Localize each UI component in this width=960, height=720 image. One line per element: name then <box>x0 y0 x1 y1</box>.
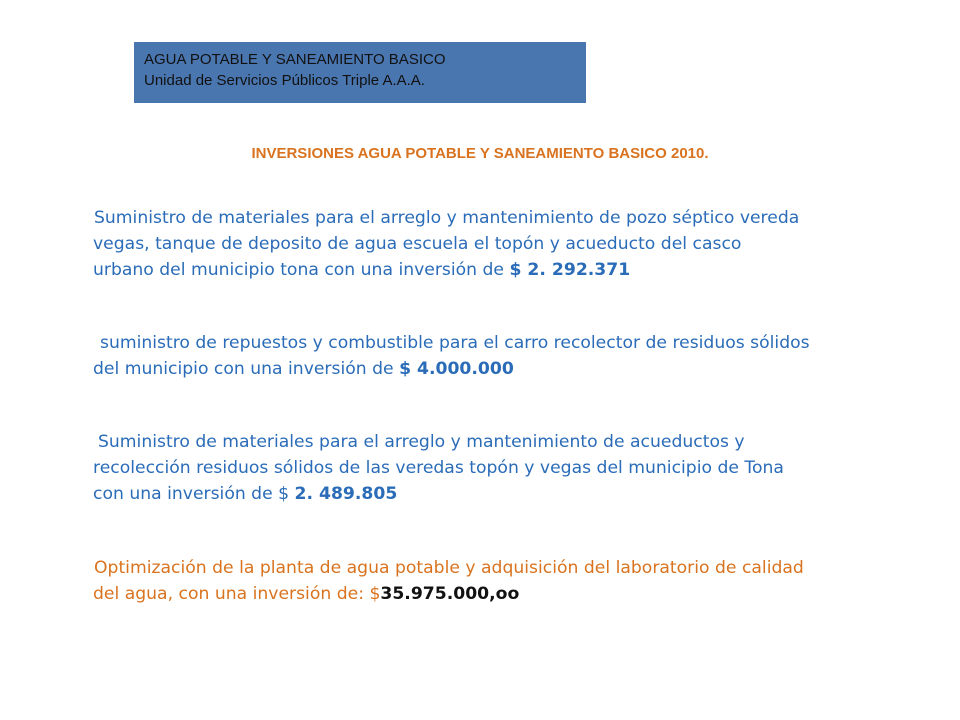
investment-paragraph-4 <box>74 555 934 607</box>
paragraph-1-amount: $ 2. 292.371 <box>509 260 631 280</box>
page-title: INVERSIONES AGUA POTABLE Y SANEAMIENTO BASICO 2010. <box>251 145 709 162</box>
paragraph-3-line-3-text: con una inversión de $ <box>93 484 295 504</box>
paragraph-4-line-1: Optimización de la planta de agua potable y adquisición del laboratorio de calidad <box>94 558 804 578</box>
paragraph-3-amount: 2. 489.805 <box>294 484 398 504</box>
paragraph-2-amount: $ 4.000.000 <box>399 359 514 379</box>
investment-paragraph-2 <box>74 330 934 382</box>
paragraph-1-line-1: Suministro de materiales para el arreglo y mantenimiento de pozo séptico vereda <box>94 208 800 228</box>
paragraph-3-line-3 <box>93 481 934 507</box>
paragraph-4-line-2-text: del agua, con una inversión de: $ <box>93 584 381 604</box>
paragraph-1-line-3-text: urbano del municipio tona con una inversión de <box>93 260 510 280</box>
paragraph-3-line-1: Suministro de materiales para el arreglo y mantenimiento de acueductos y <box>98 432 745 452</box>
paragraph-3-line-2: recolección residuos sólidos de las veredas topón y vegas del municipio de Tona <box>93 458 784 478</box>
header-line-2: Unidad de Servicios Públicos Triple A.A.A. <box>144 72 425 89</box>
header-box <box>134 42 586 103</box>
paragraph-4-line-2 <box>93 581 934 607</box>
paragraph-2-line-2-text: del municipio con una inversión de <box>93 359 400 379</box>
investment-paragraph-1 <box>74 205 934 283</box>
header-line-1: AGUA POTABLE Y SANEAMIENTO BASICO <box>144 51 446 68</box>
paragraph-1-line-2: vegas, tanque de deposito de agua escuela el topón y acueducto del casco <box>93 234 742 254</box>
paragraph-2-line-1: suministro de repuestos y combustible para el carro recolector de residuos sólidos <box>100 333 810 353</box>
paragraph-1-line-3 <box>93 257 934 283</box>
investment-paragraph-3 <box>74 429 934 507</box>
paragraph-4-amount: 35.975.000,oo <box>380 584 520 604</box>
paragraph-2-line-2 <box>93 356 934 382</box>
